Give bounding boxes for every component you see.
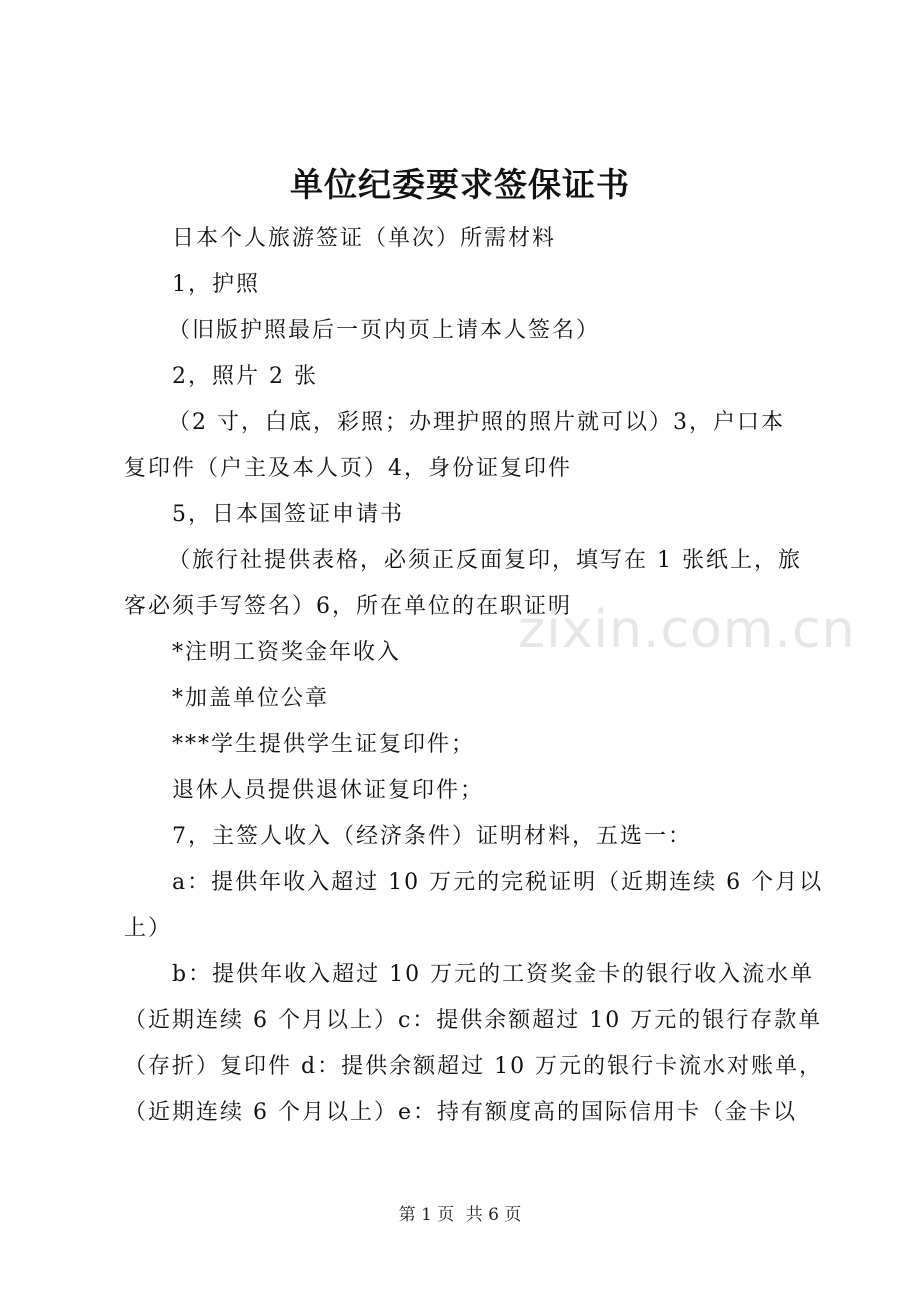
- paragraph-line: （存折）复印件 d：提供余额超过 10 万元的银行卡流水对账单，: [124, 1054, 824, 1079]
- paragraph-line: 上）: [124, 916, 173, 941]
- paragraph-line: b：提供年收入超过 10 万元的工资奖金卡的银行收入流水单: [172, 962, 815, 987]
- paragraph-line: 5，日本国签证申请书: [172, 502, 404, 527]
- paragraph-line: （旅行社提供表格，必须正反面复印，填写在 1 张纸上，旅: [168, 548, 802, 573]
- paragraph-line: 日本个人旅游签证（单次）所需材料: [172, 226, 557, 251]
- paragraph-line: 1，护照: [172, 272, 260, 297]
- paragraph-line: 客必须手写签名）6，所在单位的在职证明: [124, 594, 572, 619]
- page-number: 第 1 页: [398, 1205, 455, 1225]
- paragraph-line: *加盖单位公章: [172, 686, 330, 711]
- paragraph-line: 复印件（户主及本人页）4，身份证复印件: [124, 456, 572, 481]
- paragraph-line: （近期连续 6 个月以上）c：提供余额超过 10 万元的银行存款单: [124, 1008, 823, 1033]
- document-title: 单位纪委要求签保证书: [290, 165, 630, 204]
- page-total: 共 6 页: [465, 1205, 522, 1225]
- paragraph-line: a：提供年收入超过 10 万元的完税证明（近期连续 6 个月以: [172, 870, 824, 895]
- paragraph-line: ***学生提供学生证复印件；: [172, 732, 476, 757]
- paragraph-line: 2，照片 2 张: [172, 364, 318, 389]
- paragraph-line: 7，主签人收入（经济条件）证明材料，五选一：: [172, 824, 692, 849]
- paragraph-line: （2 寸，白底，彩照；办理护照的照片就可以）3，户口本: [168, 410, 785, 435]
- paragraph-line: 退休人员提供退休证复印件；: [172, 778, 485, 803]
- watermark: zixin.com.cn: [518, 600, 856, 660]
- paragraph-line: （近期连续 6 个月以上）e：持有额度高的国际信用卡（金卡以: [124, 1100, 798, 1125]
- document-body: [124, 216, 824, 1136]
- paragraph-line: （旧版护照最后一页内页上请本人签名）: [168, 318, 601, 343]
- page-footer: [0, 1200, 920, 1225]
- paragraph-line: *注明工资奖金年收入: [172, 640, 402, 665]
